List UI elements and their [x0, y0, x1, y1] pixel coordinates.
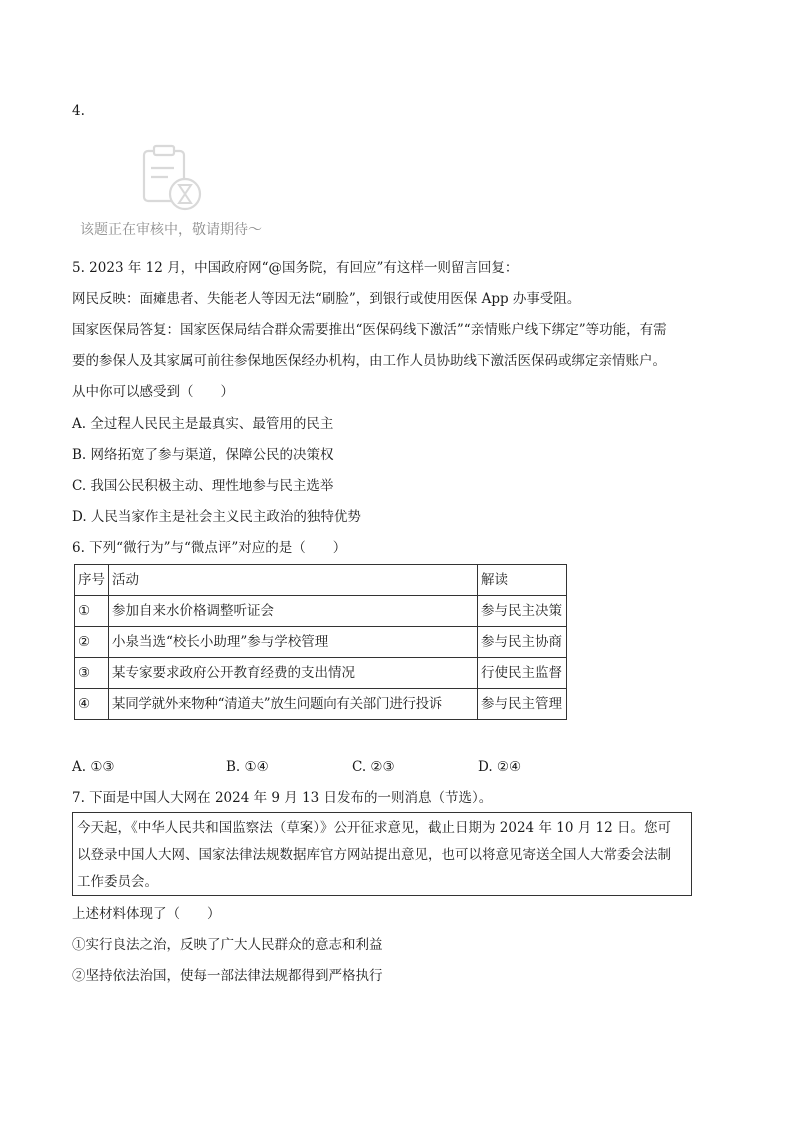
- notice-line-3: 工作委员会。: [77, 874, 158, 890]
- header-interpretation: 解读: [478, 565, 567, 596]
- row-activity: 某专家要求政府公开教育经费的支出情况: [109, 658, 478, 689]
- q7-statement-2: ②坚持依法治国，使每一部法律法规都得到严格执行: [72, 968, 383, 984]
- review-note: 该题正在审核中，敬请期待～: [80, 222, 262, 238]
- table-row: [75, 689, 567, 720]
- q5-reply-line-1: 国家医保局答复：国家医保局结合群众需要推出“医保码线下激活”“亲情账户线下绑定”等功能，有需: [72, 322, 667, 338]
- row-number: ③: [75, 658, 109, 689]
- q5-netizen-text: 网民反映：面瘫患者、失能老人等因无法“刷脸”，到银行或使用医保 App 办事受阻。: [72, 291, 581, 307]
- q4-number: 4.: [72, 103, 85, 119]
- table-row: [75, 627, 567, 658]
- q5-option-c: C. 我国公民积极主动、理性地参与民主选举: [72, 478, 334, 494]
- table-row: [75, 658, 567, 689]
- header-number: 序号: [75, 565, 109, 596]
- row-number: ④: [75, 689, 109, 720]
- q6-stem: 6. 下列“微行为”与“微点评”对应的是（ ）: [72, 540, 347, 556]
- q5-question: 从中你可以感受到（ ）: [72, 384, 234, 400]
- q7-question: 上述材料体现了（ ）: [72, 906, 221, 922]
- q5-stem: 5. 2023 年 12 月，中国政府网“@国务院，有回应”有这样一则留言回复：: [72, 260, 519, 276]
- row-activity: 参加自来水价格调整听证会: [109, 596, 478, 627]
- table-row: [75, 596, 567, 627]
- q5-option-a: A. 全过程人民民主是最真实、最管用的民主: [72, 416, 334, 432]
- notice-line-1: 今天起，《中华人民共和国监察法（草案）》公开征求意见，截止日期为 2024 年 10 月 12 日。您可: [77, 820, 671, 836]
- row-activity: 某同学就外来物种“清道夫”放生问题向有关部门进行投诉: [109, 689, 478, 720]
- q5-option-d: D. 人民当家作主是社会主义民主政治的独特优势: [72, 509, 361, 525]
- q5-option-b: B. 网络拓宽了参与渠道，保障公民的决策权: [72, 447, 334, 463]
- header-activity: 活动: [109, 565, 478, 596]
- clipboard-hourglass-icon: [140, 143, 206, 213]
- q6-option-d: D. ②④: [478, 759, 522, 775]
- notice-line-2: 以登录中国人大网、国家法律法规数据库官方网站提出意见，也可以将意见寄送全国人大常委会法制: [77, 847, 671, 863]
- q6-option-a: A. ①③: [72, 759, 115, 775]
- q5-reply-line-2: 要的参保人及其家属可前往参保地医保经办机构，由工作人员协助线下激活医保码或绑定亲情账户。: [72, 353, 666, 369]
- q6-option-b: B. ①④: [226, 759, 269, 775]
- row-interpretation: 行使民主监督: [478, 658, 567, 689]
- row-interpretation: 参与民主协商: [478, 627, 567, 658]
- table-header-row: [75, 565, 567, 596]
- row-number: ②: [75, 627, 109, 658]
- row-interpretation: 参与民主决策: [478, 596, 567, 627]
- row-interpretation: 参与民主管理: [478, 689, 567, 720]
- row-number: ①: [75, 596, 109, 627]
- activity-table: [74, 564, 567, 720]
- notice-box: [72, 812, 692, 896]
- row-activity: 小泉当选“校长小助理”参与学校管理: [109, 627, 478, 658]
- q7-statement-1: ①实行良法之治，反映了广大人民群众的意志和利益: [72, 937, 383, 953]
- q7-stem: 7. 下面是中国人大网在 2024 年 9 月 13 日发布的一则消息（节选）。: [72, 790, 493, 806]
- q6-option-c: C. ②③: [352, 759, 395, 775]
